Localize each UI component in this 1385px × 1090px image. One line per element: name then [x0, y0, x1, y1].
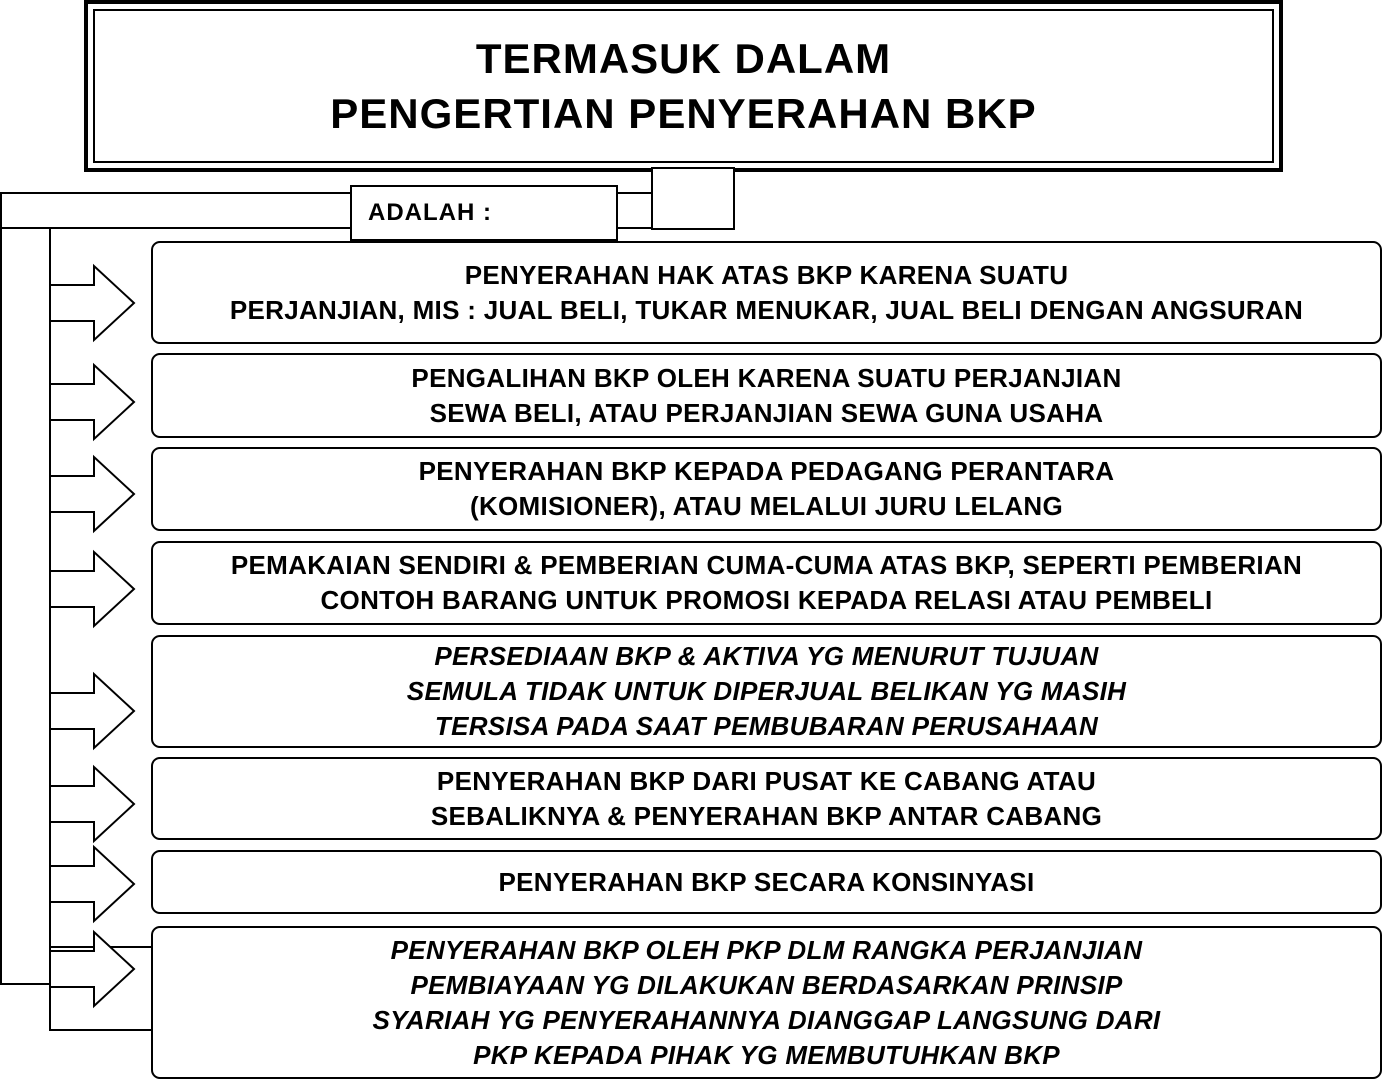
title-box	[84, 0, 1283, 172]
item-text-line: PERSEDIAAN BKP & AKTIVA YG MENURUT TUJUAN	[434, 641, 1099, 671]
list-item	[151, 353, 1382, 438]
item-text-line: PENYERAHAN BKP OLEH PKP DLM RANGKA PERJANJIAN	[390, 934, 1143, 965]
list-item	[151, 241, 1382, 344]
list-item	[151, 447, 1382, 531]
block-arrow-icon	[50, 457, 134, 531]
item-text-line: PEMBIAYAAN YG DILAKUKAN BERDASARKAN PRINSIP	[410, 969, 1123, 1000]
block-arrow-icon	[50, 266, 134, 340]
block-arrow-icon	[50, 847, 134, 921]
item-text-line: PENYERAHAN BKP DARI PUSAT KE CABANG ATAU	[436, 765, 1097, 796]
item-text-line: PEMAKAIAN SENDIRI & PEMBERIAN CUMA-CUMA ATAS BKP, SEPERTI PEMBERIAN	[230, 550, 1303, 580]
list-item	[151, 926, 1382, 1079]
list-item	[151, 757, 1382, 840]
item-text-line: CONTOH BARANG UNTUK PROMOSI KEPADA RELASI ATAU PEMBELI	[320, 585, 1213, 615]
item-text-line: SEMULA TIDAK UNTUK DIPERJUAL BELIKAN YG MASIH	[406, 676, 1127, 706]
item-text-line: SEBALIKNYA & PENYERAHAN BKP ANTAR CABANG	[430, 800, 1103, 831]
adalah-label: ADALAH :	[350, 185, 618, 241]
block-arrow-icon	[50, 674, 134, 748]
item-text-line: TERSISA PADA SAAT PEMBUBARAN PERUSAHAAN	[434, 711, 1099, 741]
list-item	[151, 635, 1382, 748]
item-text-line: PENYERAHAN HAK ATAS BKP KARENA SUATU	[464, 259, 1069, 290]
list-item	[151, 850, 1382, 914]
item-text-line: SYARIAH YG PENYERAHANNYA DIANGGAP LANGSUNG DARI	[372, 1004, 1161, 1035]
item-text-line: PERJANJIAN, MIS : JUAL BELI, TUKAR MENUKAR, JUAL BELI DENGAN ANGSURAN	[229, 294, 1304, 325]
item-text-line: PENYERAHAN BKP SECARA KONSINYASI	[498, 866, 1035, 897]
list-item	[151, 541, 1382, 625]
item-text-line: (KOMISIONER), ATAU MELALUI JURU LELANG	[470, 491, 1063, 521]
item-text-line: SEWA BELI, ATAU PERJANJIAN SEWA GUNA USAHA	[429, 397, 1104, 428]
item-text-line: PKP KEPADA PIHAK YG MEMBUTUHKAN BKP	[473, 1039, 1060, 1070]
block-arrow-icon	[50, 767, 134, 841]
block-arrow-icon	[50, 552, 134, 626]
item-text-line: PENYERAHAN BKP KEPADA PEDAGANG PERANTARA	[418, 456, 1115, 486]
block-arrow-icon	[50, 932, 134, 1006]
block-arrow-icon	[50, 365, 134, 439]
title-line-1: TERMASUK DALAM	[475, 35, 892, 82]
title-inner-frame	[93, 9, 1274, 163]
connector-box	[651, 167, 735, 230]
item-text-line: PENGALIHAN BKP OLEH KARENA SUATU PERJANJIAN	[411, 362, 1122, 393]
title-line-2: PENGERTIAN PENYERAHAN BKP	[330, 90, 1037, 137]
